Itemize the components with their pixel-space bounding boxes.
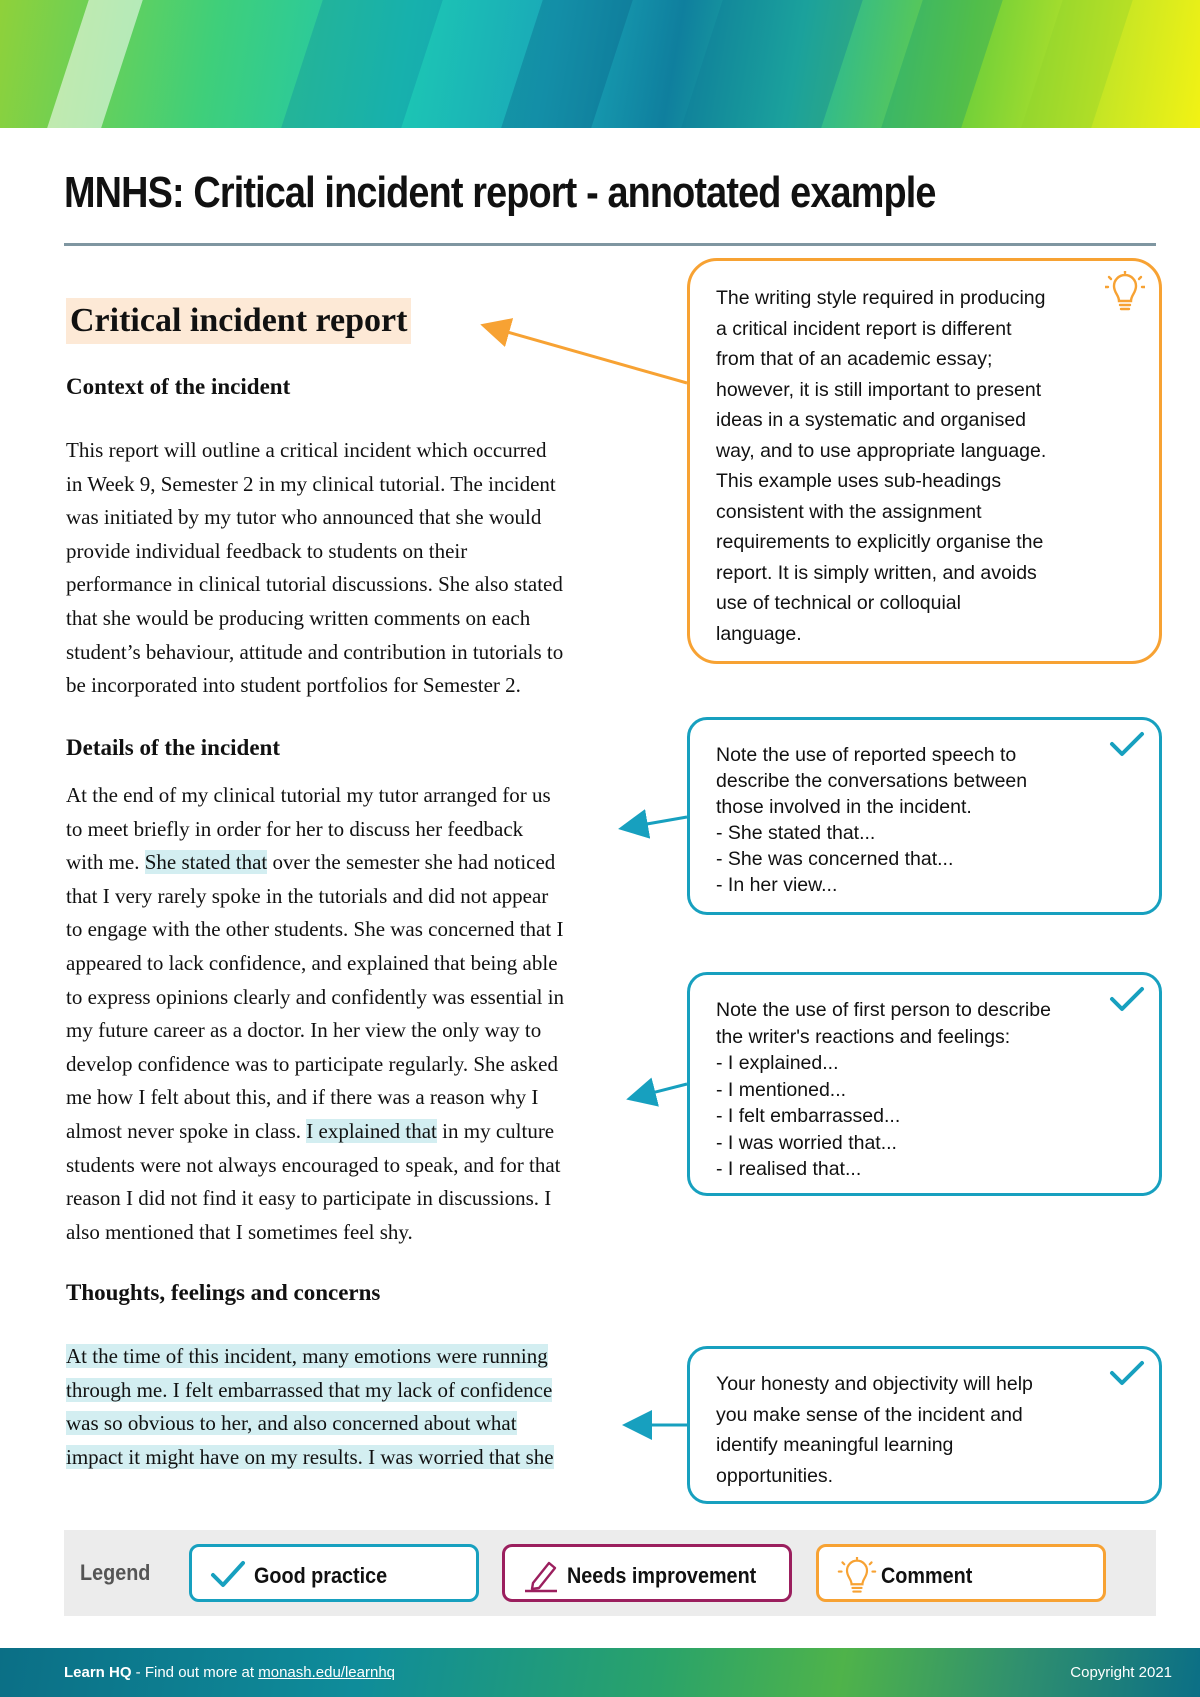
arrow-to-heading [486,326,687,383]
legend-comment [816,1544,1106,1602]
annotation-line: from that of an academic essay; [716,348,993,370]
text-line: to meet briefly in order for her to discuss her feedback [66,816,524,841]
text-fragment: over the semester she had noticed [272,850,556,875]
annotation-line: those involved in the incident. [716,796,972,818]
annotation-line: Note the use of first person to describe [716,999,1051,1021]
annotation-line: way, and to use appropriate language. [716,439,1047,462]
text-line: student’s behaviour, attitude and contribution in tutorials to [66,639,564,664]
annotation-line: describe the conversations between [716,770,1028,792]
annotation-line: This example uses sub-headings [716,470,1002,492]
text-line: that she would be producing written comments on each [66,605,531,630]
annotation-line: a critical incident report is different [716,317,1012,340]
footer-link[interactable]: monash.edu/learnhq [258,1664,395,1681]
arrow-to-first-person [632,1084,687,1098]
text-line: be incorporated into student portfolios for Semester 2. [66,673,521,698]
page-title: MNHS: Critical incident report - annotated example [64,168,936,217]
annotation-line: ideas in a systematic and organised [716,409,1027,431]
highlighted-text: impact it might have on my results. I was worried that she [66,1444,554,1469]
text-fragment: in my culture [442,1118,555,1143]
text-fragment: with me. [66,850,140,875]
section-heading-details: Details of the incident [66,735,281,760]
footer-copyright: Copyright 2021 [1070,1664,1172,1681]
legend-item-label: Needs improvement [567,1563,757,1588]
annotation-line: opportunities. [716,1464,834,1487]
section-heading-context: Context of the incident [66,374,291,399]
annotation-line: - I explained... [716,1052,839,1074]
text-line: in Week 9, Semester 2 in my clinical tutorial. The incident [66,471,556,496]
annotation-line: - In her view... [716,874,838,896]
legend-item-label: Good practice [254,1563,388,1588]
annotation-line: Note the use of reported speech to [716,744,1017,766]
highlighted-phrase: She stated that [144,850,268,875]
text-line: my future career as a doctor. In her view the only way to [66,1018,542,1043]
legend-label: Legend [80,1560,151,1585]
section-heading-thoughts: Thoughts, feelings and concerns [66,1280,381,1305]
text-fragment: almost never spoke in class. [66,1118,302,1143]
report-heading: Critical incident report [66,298,411,344]
text-line: This report will outline a critical incident which occurred [66,438,547,462]
annotation-line: language. [716,622,802,645]
legend-item-label: Comment [881,1563,973,1588]
highlighted-text: At the time of this incident, many emotions were running [66,1344,548,1368]
footer-info [64,1664,395,1681]
footer-text: - Find out more at [131,1664,259,1681]
annotation-line: - I felt embarrassed... [716,1105,901,1127]
annotation-line: consistent with the assignment [716,500,982,523]
text-line: to engage with the other students. She was concerned that I [66,917,564,942]
checkmark-icon [210,1557,246,1591]
text-line: me how I felt about this, and if there was a reason why I [66,1085,539,1110]
text-line: to express opinions clearly and confidently was essential in [66,984,565,1009]
annotation-line: however, it is still important to present [716,378,1042,401]
annotation-line: - I realised that... [716,1158,862,1180]
legend-needs-improvement [502,1544,792,1602]
highlighted-text: through me. I felt embarrassed that my lack of confidence [66,1377,553,1402]
annotation-line: use of technical or colloquial [716,592,961,614]
annotation-line: The writing style required in producing [716,287,1046,309]
text-line: provide individual feedback to students on their [66,538,468,563]
text-line: performance in clinical tutorial discussions. She also stated [66,572,563,597]
legend [64,1530,1156,1616]
footer-brand: Learn HQ [64,1664,132,1681]
annotation-line: - She stated that... [716,822,876,844]
annotation-line: requirements to explicitly organise the [716,531,1044,553]
lightbulb-icon [837,1557,877,1597]
annotation-line: - I was worried that... [716,1131,897,1154]
text-line: that I very rarely spoke in the tutorials and did not appear [66,883,549,908]
highlighted-text: was so obvious to her, and also concerned about what [66,1411,517,1436]
text-line: appeared to lack confidence, and explained that being able [66,950,558,975]
footer-bar [0,1648,1200,1697]
text-line: reason I did not find it easy to participate in discussions. I [66,1186,552,1211]
text-line: also mentioned that I sometimes feel shy. [66,1219,413,1244]
annotation-line: Your honesty and objectivity will help [716,1373,1033,1395]
pencil-icon [523,1557,559,1593]
legend-good-practice [189,1544,479,1602]
text-line: develop confidence was to participate regularly. She asked [66,1051,558,1076]
annotation-line: - I mentioned... [716,1078,847,1101]
annotation-line: - She was concerned that... [716,848,954,870]
text-line: students were not always encouraged to speak, and for that [66,1152,561,1177]
arrow-to-reported-speech [624,817,687,828]
annotation-line: the writer's reactions and feelings: [716,1025,1011,1048]
highlighted-phrase: I explained that [306,1118,437,1143]
annotation-line: identify meaningful learning [716,1434,954,1456]
annotation-line: report. It is simply written, and avoids [716,561,1037,584]
annotation-line: you make sense of the incident and [716,1403,1023,1426]
text-line: was initiated by my tutor who announced that she would [66,505,542,530]
text-line: At the end of my clinical tutorial my tutor arranged for us [66,783,551,807]
